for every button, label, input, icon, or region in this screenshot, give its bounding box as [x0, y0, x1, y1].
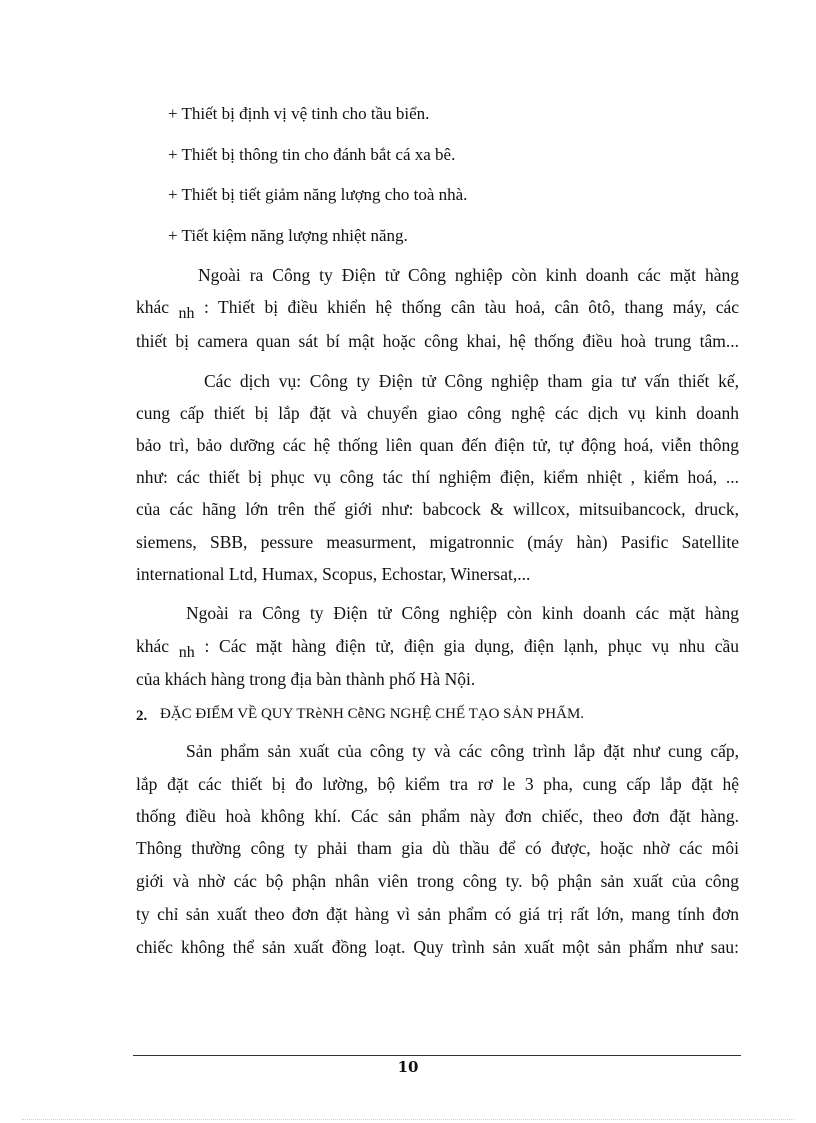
paragraph-line: chiếc không thể sản xuất đồng loạt. Quy trình sản xuất một sản phẩm như sau:: [136, 937, 739, 957]
paragraph-line: cung cấp thiết bị lắp đặt và chuyển giao công nghệ các dịch vụ kinh doanh: [136, 403, 739, 423]
paragraph-line: Ngoài ra Công ty Điện tử Công nghiệp còn kinh doanh các mặt hàng: [198, 265, 739, 285]
paragraph-line: international Ltd, Humax, Scopus, Echostar, Winersat,...: [136, 564, 531, 584]
paragraph-line: lắp đặt các thiết bị đo lường, bộ kiểm tra rơ le 3 pha, cung cấp lắp đặt hệ: [136, 774, 739, 794]
paragraph-line: Sản phẩm sản xuất của công ty và các công trình lắp đặt như cung cấp,: [186, 741, 739, 761]
paragraph-line: siemens, SBB, pessure measurment, migatronnic (máy hàn) Pasific Satellite: [136, 532, 739, 552]
paragraph-line: [136, 636, 740, 661]
bullet-item: + Thiết bị thông tin cho đánh bắt cá xa bê.: [168, 145, 456, 164]
paragraph-line: [136, 297, 740, 322]
subscript-text: nh: [178, 644, 195, 661]
paragraph-text: khác: [136, 297, 170, 317]
paragraph-line: của các hãng lớn trên thế giới như: babcock & willcox, mitsuibancock, druck,: [136, 499, 739, 519]
paragraph-text: : Các mặt hàng điện tử, điện gia dụng, điện lạnh, phục vụ nhu cầu: [204, 636, 740, 656]
paragraph-text: khác: [136, 636, 170, 656]
subscript-text: nh: [178, 305, 195, 322]
paragraph-line: như: các thiết bị phục vụ công tác thí nghiệm điện, kiểm nhiệt , kiểm hoá, ...: [136, 467, 739, 487]
paragraph-line: Ngoài ra Công ty Điện tử Công nghiệp còn kinh doanh các mặt hàng: [186, 603, 739, 623]
section-heading: ĐẶC ĐIỂM VỀ QUY TRèNH CễNG NGHỆ CHẾ TẠO SẢN PHẨM.: [160, 706, 585, 722]
bullet-item: + Tiết kiệm năng lượng nhiệt năng.: [168, 226, 408, 245]
bullet-item: + Thiết bị định vị vệ tinh cho tầu biển.: [168, 104, 430, 123]
paragraph-line: Thông thường công ty phải tham gia dù thầu để có được, hoặc nhờ các môi: [136, 838, 739, 858]
section-number: 2.: [136, 708, 148, 724]
paragraph-line: giới và nhờ các bộ phận nhân viên trong công ty. bộ phận sản xuất của công: [136, 871, 739, 891]
paragraph-line: bảo trì, bảo dưỡng các hệ thống liên quan đến điện tử, tự động hoá, viễn thông: [136, 435, 739, 455]
paragraph-line: của khách hàng trong địa bàn thành phố Hà Nội.: [136, 669, 476, 689]
bullet-item: + Thiết bị tiết giảm năng lượng cho toà nhà.: [168, 185, 468, 204]
paragraph-line: ty chỉ sản xuất theo đơn đặt hàng vì sản phẩm có giá trị rất lớn, mang tính đơn: [136, 904, 739, 924]
footer-divider: [133, 1055, 741, 1056]
paragraph-line: Các dịch vụ: Công ty Điện tử Công nghiệp tham gia tư vấn thiết kế,: [204, 371, 739, 391]
page-bottom-dotted-border: [22, 1119, 794, 1120]
paragraph-line: thiết bị camera quan sát bí mật hoặc công khai, hệ thống điều hoà trung tâm...: [136, 331, 739, 351]
paragraph-line: thống điều hoà không khí. Các sản phẩm này đơn chiếc, theo đơn đặt hàng.: [136, 806, 739, 826]
page-number: 10: [397, 1058, 419, 1076]
paragraph-text: : Thiết bị điều khiển hệ thống cân tàu hoả, cân ôtô, thang máy, các: [204, 297, 740, 317]
